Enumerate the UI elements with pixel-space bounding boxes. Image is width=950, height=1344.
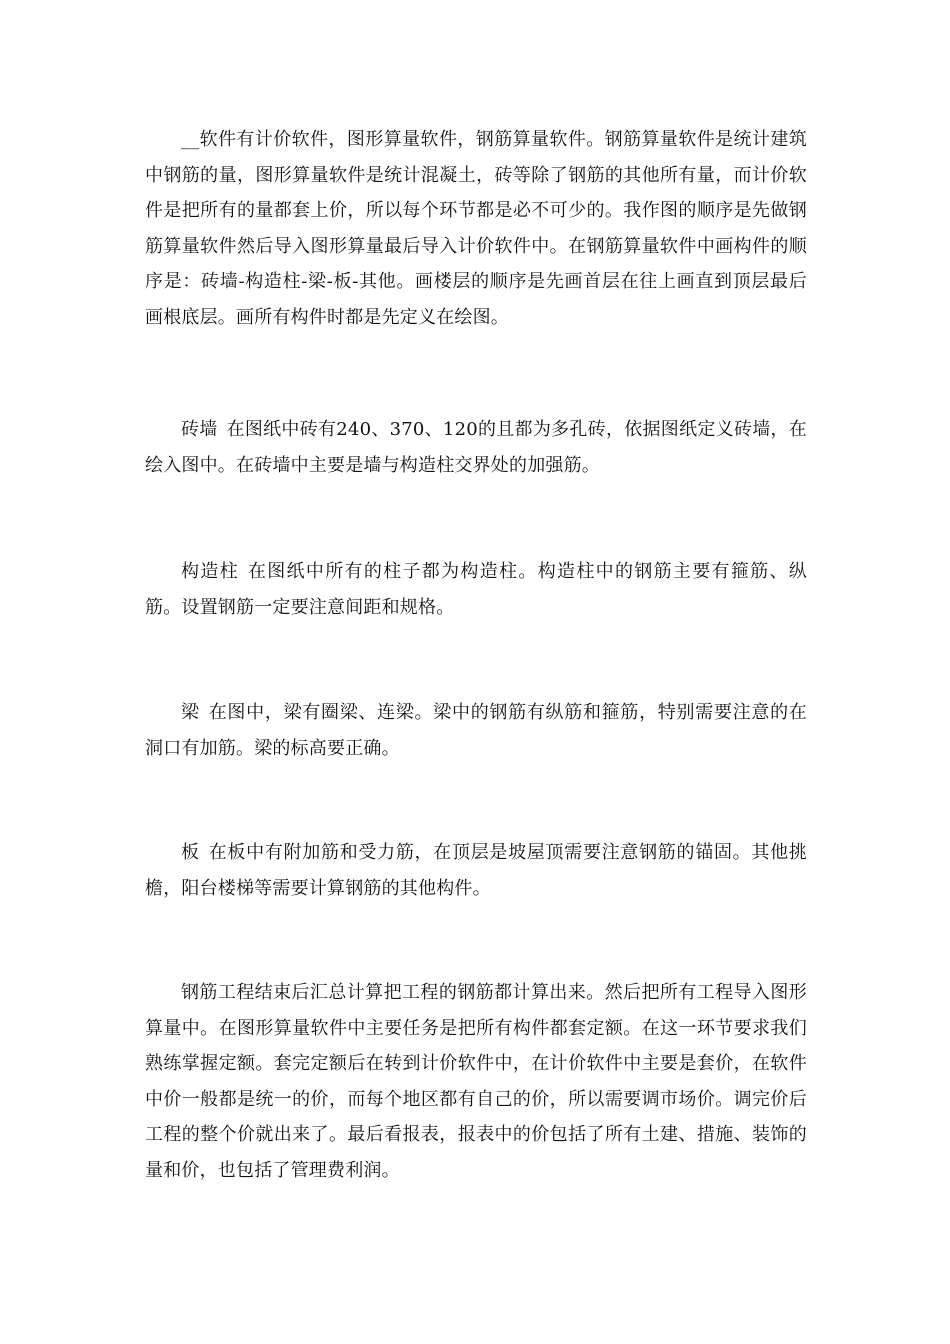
paragraph-beam	[145, 695, 807, 766]
paragraph-structural-column	[145, 554, 807, 625]
paragraph-text: 在图中，梁有圈梁、连梁。梁中的钢筋有纵筋和箍筋，特别需要注意的在洞口有加筋。梁的标高要正确。	[145, 702, 807, 759]
paragraph-text: 钢筋工程结束后汇总计算把工程的钢筋都计算出来。然后把所有工程导入图形算量中。在图形算量软件中主要任务是把所有构件都套定额。在这一环节要求我们熟练掌握定额。套完定额后在转到计价软件中，在计价软件中主要是套价，在软件中价一般都是统一的价，而每个地区都有自己的价，所以需要调市场价。调完价后工程的整个价就出来了。最后看报表，报表中的价包括了所有土建、措施、装饰的量和价，也包括了管理费利润。	[145, 982, 807, 1181]
paragraph-term: 板	[181, 842, 200, 863]
paragraph-term: 砖墙	[181, 419, 218, 440]
paragraph-text: 在图纸中砖有240、370、120的且都为多孔砖，依据图纸定义砖墙，在绘入图中。在砖墙中主要是墙与构造柱交界处的加强筋。	[145, 419, 807, 476]
paragraph-text: __软件有计价软件，图形算量软件，钢筋算量软件。钢筋算量软件是统计建筑中钢筋的量，图形算量软件是统计混凝土，砖等除了钢筋的其他所有量，而计价软件是把所有的量都套上价，所以每个环节都是必不可少的。我作图的顺序是先做钢筋算量软件然后导入图形算量最后导入计价软件中。在钢筋算量软件中画构件的顺序是：砖墙-构造柱-梁-板-其他。画楼层的顺序是先画首层在往上画直到顶层最后画根底层。画所有构件时都是先定义在绘图。	[145, 129, 807, 328]
paragraph-slab	[145, 835, 807, 906]
paragraph-brick-wall	[145, 412, 807, 483]
paragraph-software-overview	[145, 122, 807, 335]
paragraph-summary	[145, 975, 807, 1188]
paragraph-text: 在图纸中所有的柱子都为构造柱。构造柱中的钢筋主要有箍筋、纵筋。设置钢筋一定要注意间距和规格。	[145, 561, 807, 618]
paragraph-term: 构造柱	[181, 561, 239, 582]
paragraph-term: 梁	[181, 702, 200, 723]
paragraph-text: 在板中有附加筋和受力筋，在顶层是坡屋顶需要注意钢筋的锚固。其他挑檐，阳台楼梯等需要计算钢筋的其他构件。	[145, 842, 807, 899]
